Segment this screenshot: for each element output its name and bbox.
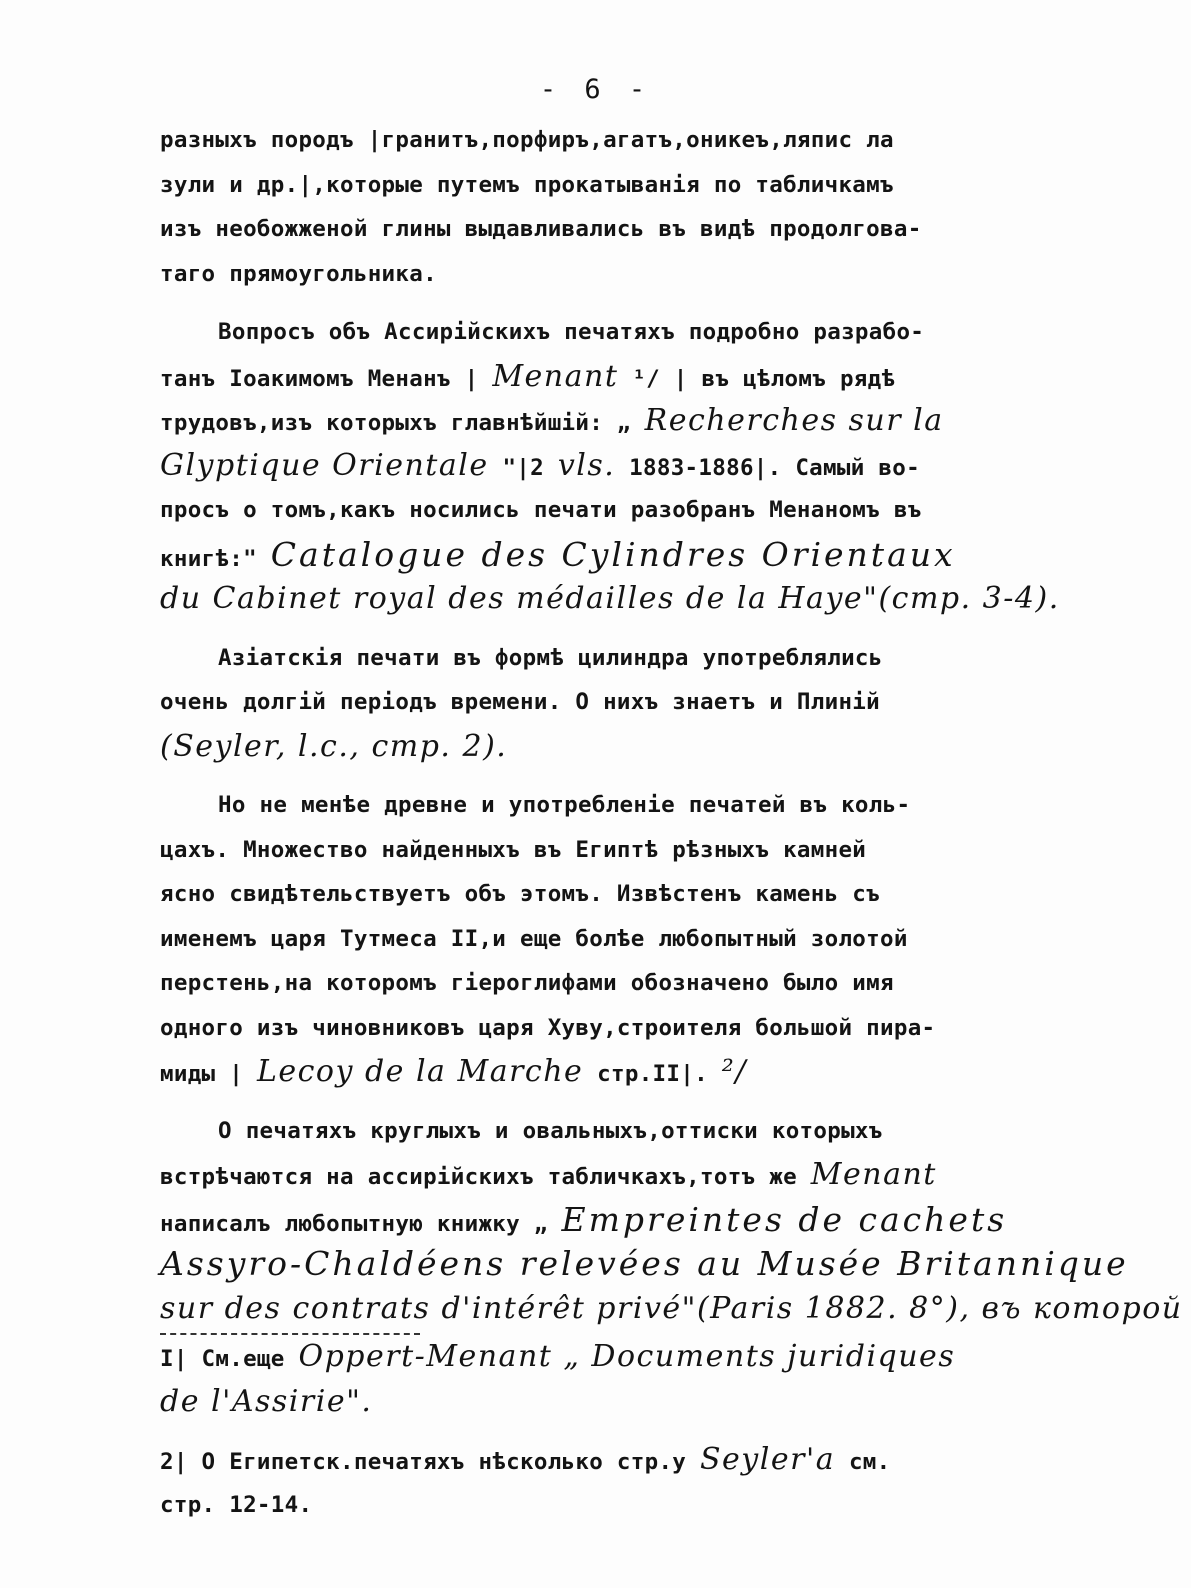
text-line: [160, 725, 960, 770]
text-line: просъ о томъ,какъ носились печати разобранъ Менаномъ въ: [160, 497, 922, 523]
typed-text: книгѣ:": [160, 545, 271, 572]
text-line: О печатяхъ круглыхъ и овальныхъ,оттиски которыхъ: [218, 1117, 883, 1144]
typed-text: стр.II|.: [597, 1061, 708, 1087]
footnote-2-continued: стр. 12-14.: [160, 1491, 313, 1518]
text-line: Вопросъ объ Ассирійскихъ печатяхъ подробно разрабо-: [218, 319, 925, 345]
text-line: Азіатскія печати въ формѣ цилиндра употреблялись: [218, 644, 883, 671]
text-line: [160, 1198, 1008, 1243]
text-line: [160, 533, 960, 578]
page-number: - 6 -: [539, 74, 652, 105]
text-line: [160, 577, 1060, 622]
footnote-2: [160, 1438, 960, 1483]
typed-text: трудовъ,изъ которыхъ главнѣйшій: „: [160, 410, 631, 436]
text-line: цахъ. Множество найденныхъ въ Египтѣ рѣзныхъ камней: [160, 836, 867, 863]
footnote-1: [160, 1335, 960, 1380]
text-line: зули и др.|,которые путемъ прокатыванія по табличкамъ: [160, 171, 894, 198]
text-line: именемъ царя Тутмеса II,и еще болѣе любопытный золотой: [160, 925, 908, 952]
text-line: [160, 1153, 960, 1198]
typed-text: танъ Іоакимомъ Менанъ |: [160, 365, 479, 392]
text-line: [160, 399, 960, 444]
text-line: разныхъ породъ |гранитъ,порфиръ,агатъ,оникеъ,ляпис ла: [160, 127, 894, 153]
handwritten-text: Oppert-Menant „ Documents juridiques: [298, 1339, 956, 1374]
typed-text: написалъ любопытную книжку „: [160, 1210, 562, 1237]
typed-text: миды |: [160, 1061, 257, 1087]
typed-text: ¹/ | въ цѣломъ рядѣ: [632, 365, 896, 392]
typed-text: встрѣчаются на ассирійскихъ табличкахъ,тотъ же: [160, 1164, 811, 1190]
text-line: [160, 1287, 1183, 1332]
handwritten-text: ²/: [721, 1054, 747, 1089]
handwritten-text: Glyptique Orientale: [160, 447, 489, 483]
text-line: [160, 355, 960, 400]
handwritten-text: Seyler'a: [700, 1442, 836, 1477]
typed-text: "|2: [502, 454, 558, 481]
handwritten-text: Catalogue des Cylindres Orientaux: [270, 534, 956, 574]
handwritten-text: Menant: [492, 358, 619, 394]
handwritten-text: Empreintes de cachets: [561, 1199, 1008, 1239]
text-line: одного изъ чиновниковъ царя Хуву,строителя большой пира-: [160, 1014, 936, 1041]
handwritten-text: Menant: [810, 1157, 937, 1192]
handwritten-text: vls.: [557, 447, 616, 483]
handwritten-text: Lecoy de la Marche: [256, 1054, 584, 1089]
text-line: ясно свидѣтельствуетъ объ этомъ. Извѣстенъ камень съ: [160, 881, 880, 907]
handwritten-text: Assyro-Chaldéens relevées au Musée Britannique: [160, 1244, 1129, 1283]
handwritten-text: (Seyler, l.c., стр. 2).: [160, 728, 508, 764]
footnote-1-continued: [160, 1380, 960, 1425]
text-line: [160, 1050, 960, 1095]
typed-text: 2| О Египетск.печатяхъ нѣсколько стр.у: [160, 1449, 700, 1475]
text-line: [160, 1242, 1129, 1287]
text-line: перстень,на которомъ гіероглифами обозначено было имя: [160, 970, 894, 996]
handwritten-text: sur des contrats d'intérêt privé"(Paris 1882. 8°), въ которой: [160, 1290, 1183, 1326]
text-line: таго прямоугольника.: [160, 260, 437, 287]
text-line: изъ необожженой глины выдавливались въ видѣ продолговa-: [160, 216, 922, 242]
typed-text: I| См.еще: [160, 1346, 299, 1372]
handwritten-text: Recherches sur la: [644, 403, 944, 438]
handwritten-text: de l'Assirie".: [160, 1383, 373, 1419]
text-line: Но не менѣе древне и употребленіе печатей въ коль-: [218, 792, 911, 818]
typed-text: см.: [848, 1449, 891, 1475]
text-line: [160, 444, 960, 489]
handwritten-text: du Cabinet royal des médailles de la Haye"(стр. 3-4).: [160, 581, 1060, 616]
typed-text-body: [160, 118, 1183, 1527]
typed-text: 1883-1886|. Самый во-: [629, 454, 920, 481]
text-line: очень долгій періодъ времени. О нихъ знаетъ и Плиній: [160, 689, 880, 715]
